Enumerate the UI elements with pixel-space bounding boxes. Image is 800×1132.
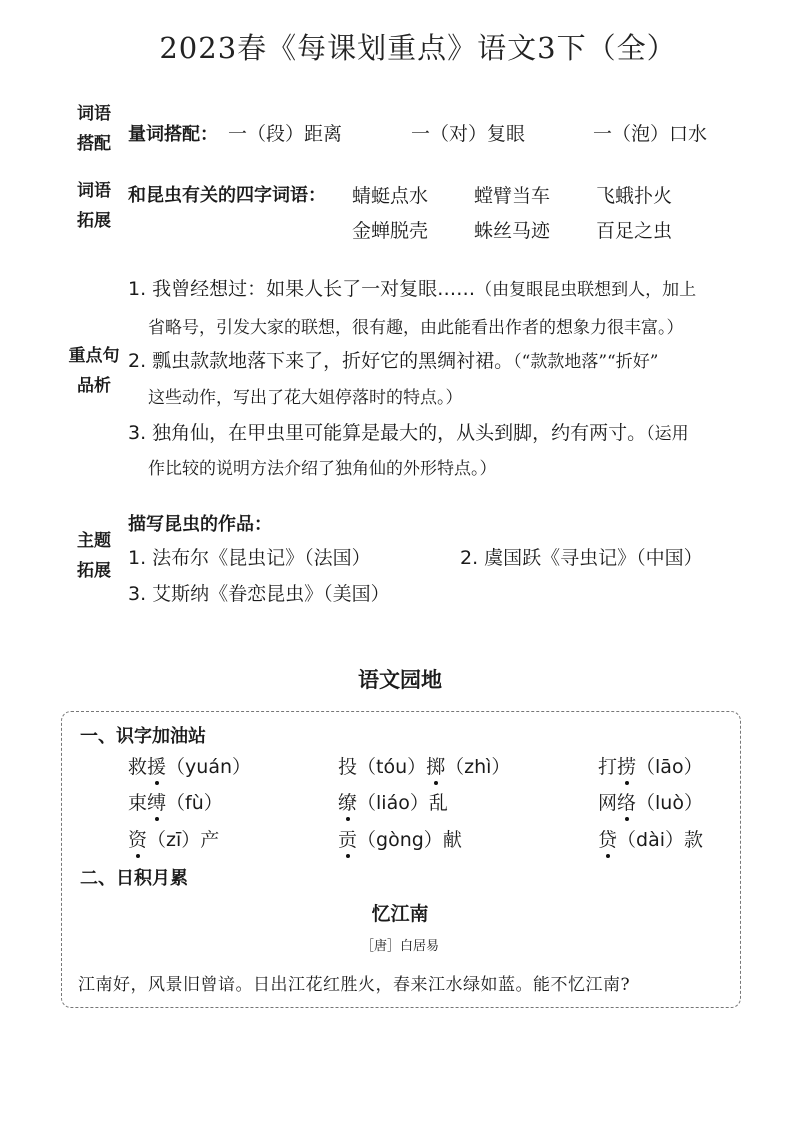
label-line: 词语 <box>77 181 111 201</box>
poem-title: 忆江南 <box>371 903 429 925</box>
part1-heading: 一、识字加油站 <box>80 726 206 747</box>
section-label-collocation <box>64 99 124 159</box>
dotted-char: 援 <box>147 752 166 779</box>
word-pinyin: （gòng） <box>357 829 443 851</box>
dotted-char: 捞 <box>617 752 636 779</box>
word-item <box>338 788 448 815</box>
label-line: 重点句 <box>68 346 120 366</box>
sentence-note: （运用 <box>646 424 689 444</box>
part2-heading: 二、日积月累 <box>80 868 188 889</box>
section-label-expansion <box>64 176 124 236</box>
word-item <box>338 825 462 852</box>
work-item: 2. 虞国跃《寻虫记》（中国） <box>460 547 703 569</box>
word-pinyin: （dài） <box>617 829 684 851</box>
dotted-char: 贷 <box>598 825 617 852</box>
word-suffix: 产 <box>200 829 220 851</box>
word-char: 网 <box>598 792 618 814</box>
collocation-item: 一（段）距离 <box>228 123 343 145</box>
word-item <box>598 752 703 779</box>
expansion-heading: 和昆虫有关的四字词语： <box>128 185 326 206</box>
key-sentence-3 <box>128 418 689 445</box>
dotted-char: 络 <box>617 788 636 815</box>
word-suffix: 款 <box>684 829 704 851</box>
idiom: 百足之虫 <box>596 220 673 242</box>
idiom: 飞蛾扑火 <box>596 185 673 207</box>
word-char: 打 <box>598 756 618 778</box>
word-pinyin: （luò） <box>636 792 703 814</box>
label-line: 拓展 <box>77 561 111 581</box>
label-line: 搭配 <box>77 134 111 154</box>
word-pinyin: （lāo） <box>636 756 703 778</box>
sentence-text: 1. 我曾经想过：如果人长了一对复眼…… <box>128 278 476 300</box>
dotted-char: 掷 <box>426 752 445 779</box>
label-line: 词语 <box>77 104 111 124</box>
theme-heading: 描写昆虫的作品： <box>128 514 272 535</box>
label-line: 主题 <box>77 531 111 551</box>
sentence-note: 省略号，引发大家的联想，很有趣，由此能看出作者的想象力很丰富。） <box>148 318 684 338</box>
key-sentence-2 <box>128 346 658 373</box>
word-item <box>128 825 219 852</box>
idiom: 螳臂当车 <box>474 185 551 207</box>
collocation-heading: 量词搭配： <box>128 124 218 145</box>
work-item: 3. 艾斯纳《眷恋昆虫》（美国） <box>128 583 390 605</box>
sentence-text: 3. 独角仙，在甲虫里可能算是最大的，从头到脚，约有两寸。 <box>128 422 647 444</box>
dotted-char: 缚 <box>147 788 166 815</box>
key-sentence-1 <box>128 274 696 301</box>
word-char: 救 <box>128 756 148 778</box>
word-item <box>598 825 703 852</box>
word-pinyin: （zī） <box>147 829 201 851</box>
word-item <box>128 752 251 779</box>
collocation-item: 一（对）复眼 <box>411 123 526 145</box>
label-line: 品析 <box>77 376 111 396</box>
label-line: 拓展 <box>77 211 111 231</box>
document-title: 2023春《每课划重点》语文3下（全） <box>159 31 677 65</box>
sentence-note: 作比较的说明方法介绍了独角仙的外形特点。） <box>148 459 497 479</box>
sentence-note: 这些动作，写出了花大姐停落时的特点。） <box>148 388 463 408</box>
word-pinyin: （fù） <box>166 792 223 814</box>
word-suffix: 乱 <box>428 792 448 814</box>
word-char: 束 <box>128 792 148 814</box>
dotted-char: 贡 <box>338 825 357 852</box>
poem-text: 江南好，风景旧曾谙。日出江花红胜火，春来江水绿如蓝。能不忆江南? <box>78 975 631 995</box>
word-suffix: 献 <box>442 829 462 851</box>
dotted-char: 缭 <box>338 788 357 815</box>
word-item <box>598 788 703 815</box>
idiom: 蜻蜓点水 <box>352 185 429 207</box>
word-pinyin: （liáo） <box>357 792 429 814</box>
section-title-garden: 语文园地 <box>358 668 442 692</box>
poem-author: ［唐］白居易 <box>360 939 439 954</box>
word-char: 投（tóu） <box>338 756 427 778</box>
sentence-note: （由复眼昆虫联想到人，加上 <box>475 280 697 300</box>
idiom: 金蝉脱壳 <box>352 220 429 242</box>
word-pinyin: （yuán） <box>166 756 252 778</box>
idiom: 蛛丝马迹 <box>474 220 551 242</box>
sentence-text: 2. 瓢虫款款地落下来了，折好它的黑绸衬裙。 <box>128 350 514 372</box>
section-label-theme <box>64 526 124 586</box>
word-pinyin: （zhì） <box>445 756 511 778</box>
sentence-note: （“款款地落”“折好” <box>513 352 659 372</box>
section-label-key-sentences <box>58 341 130 401</box>
collocation-item: 一（泡）口水 <box>593 123 708 145</box>
word-item <box>128 788 223 815</box>
dotted-char: 资 <box>128 825 147 852</box>
work-item: 1. 法布尔《昆虫记》（法国） <box>128 547 371 569</box>
word-item <box>338 752 510 779</box>
